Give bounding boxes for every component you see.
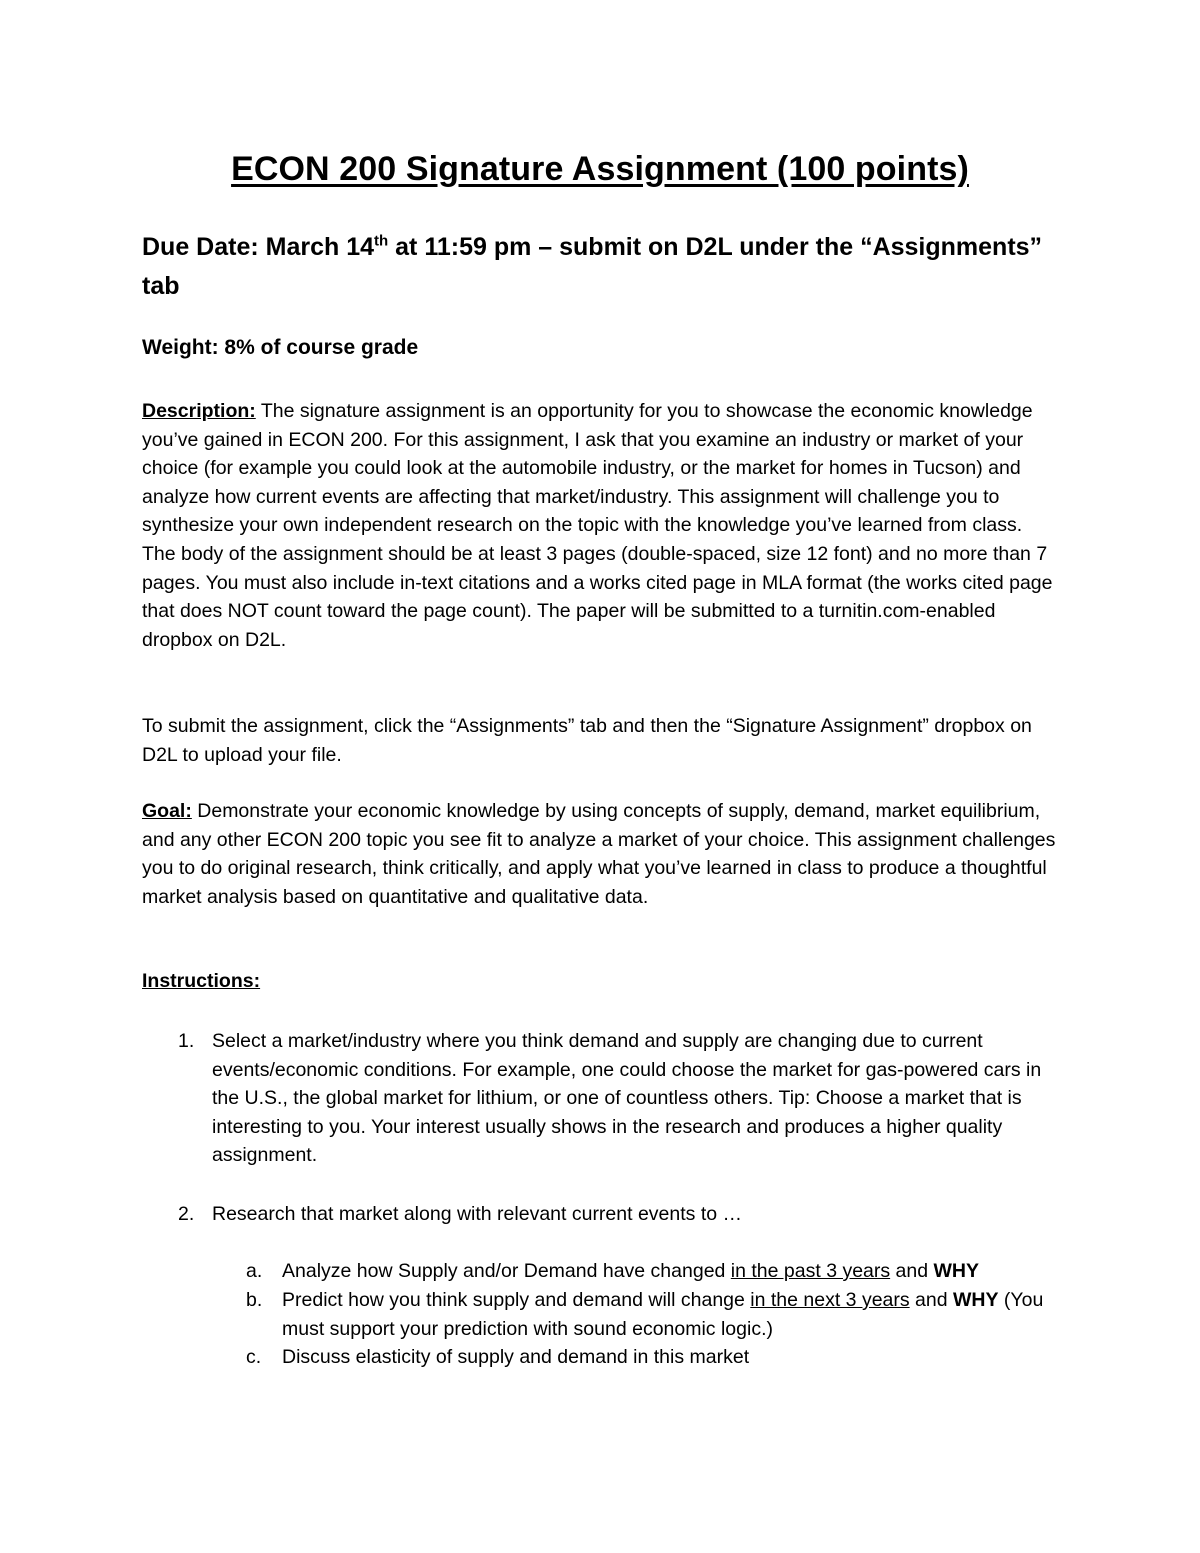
sub-list-item-letter: b. [246, 1289, 263, 1311]
goal-paragraph [142, 797, 1057, 911]
description-paragraph [142, 397, 1057, 654]
sub-item-underlined-phrase: in the next 3 years [750, 1289, 910, 1311]
goal-label: Goal: [142, 800, 192, 822]
due-date-ordinal: th [374, 232, 389, 250]
due-date [142, 228, 1072, 306]
goal-text: Demonstrate your economic knowledge by using concepts of supply, demand, market equilibrium, and any other ECON 200 topic you see fit to analyze a market of your choice. This assignment challenges you to do original research, think critically, and apply what you’ve learned in class to produce a thoughtful market analysis based on quantitative and qualitative data. [142, 800, 1056, 908]
due-date-suffix: at 11:59 pm – submit on D2L under the “Assignments” tab [142, 233, 1043, 300]
sub-item-text-part: (You must support your prediction with sound economic logic.) [282, 1289, 1044, 1340]
sub-list-item [246, 1286, 1056, 1343]
sub-list-item-text [282, 1286, 1056, 1343]
instructions-heading: Instructions: [142, 970, 261, 992]
list-item [178, 1027, 1058, 1170]
sub-list-item-letter: a. [246, 1260, 263, 1282]
submit-instructions: To submit the assignment, click the “Assignments” tab and then the “Signature Assignment” dropbox on D2L to upload your file. [142, 715, 1032, 766]
description-label: Description: [142, 400, 256, 422]
sub-list-item-text [282, 1257, 1056, 1286]
sub-list-item [246, 1257, 1056, 1286]
sub-item-text-part: Predict how you think supply and demand will change [282, 1289, 751, 1311]
page-title: ECON 200 Signature Assignment (100 points) [231, 150, 969, 188]
sub-item-bold-word: WHY [953, 1289, 999, 1311]
sub-list-item-letter: c. [246, 1346, 262, 1368]
list-item-text: Select a market/industry where you think demand and supply are changing due to current events/economic conditions. For example, one could choose the market for gas-powered cars in the U.S., the global market for lithium, or one of countless others. Tip: Choose a market that is interesting to you. Your interest usually shows in the research and produces a higher quality assignment. [212, 1030, 1042, 1167]
list-item [178, 1200, 1058, 1229]
sub-item-underlined-phrase: in the past 3 years [730, 1260, 891, 1282]
list-item-number: 1. [178, 1030, 195, 1052]
list-item-number: 2. [178, 1203, 195, 1225]
sub-item-text-part: Analyze how Supply and/or Demand have changed [282, 1260, 731, 1282]
list-item-text: Research that market along with relevant current events to … [212, 1203, 743, 1225]
weight-line: Weight: 8% of course grade [142, 336, 419, 359]
due-date-prefix: Due Date: March 14 [142, 233, 375, 261]
sub-item-text-part: and [890, 1260, 934, 1282]
sub-item-bold-word: WHY [933, 1260, 980, 1282]
sub-list-item [246, 1343, 1056, 1372]
sub-item-text-part: and [909, 1289, 953, 1311]
description-text: The signature assignment is an opportunity for you to showcase the economic knowledge you’ve gained in ECON 200. For this assignment, I ask that you examine an industry or market of your choice (for example you could look at the automobile industry, or the market for homes in Tucson) and analyze how current events are affecting that market/industry. This assignment will challenge you to synthesize your own independent research on the topic with the knowledge you’ve learned from class. The body of the assignment should be at least 3 pages (double-spaced, size 12 font) and no more than 7 pages. You must also include in-text citations and a works cited page in MLA format (the works cited page that does NOT count toward the page count). The paper will be submitted to a turnitin.com-enabled dropbox on D2L. [142, 400, 1053, 651]
sub-list-item-text: Discuss elasticity of supply and demand in this market [282, 1346, 750, 1368]
